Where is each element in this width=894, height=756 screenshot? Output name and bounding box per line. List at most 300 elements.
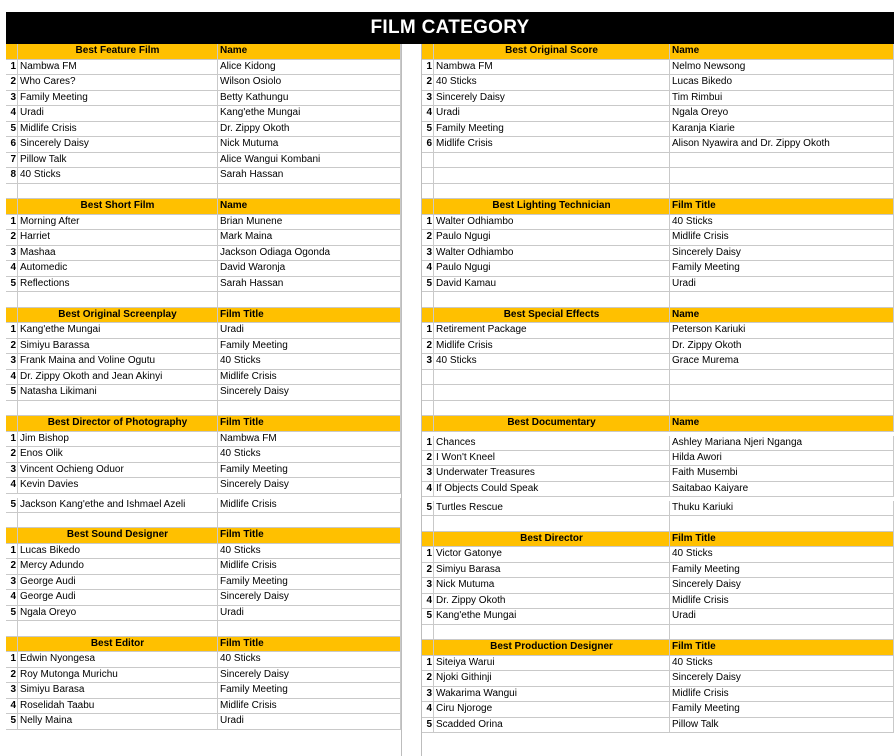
- rank-cell: [422, 153, 434, 168]
- entry-cell: Midlife Crisis: [18, 122, 218, 137]
- empty-cell: [670, 516, 894, 531]
- category-header: [6, 637, 401, 653]
- detail-cell: Midlife Crisis: [218, 498, 401, 512]
- rank-cell: 5: [6, 714, 18, 729]
- detail-cell: Uradi: [218, 714, 401, 729]
- table-row: [6, 683, 401, 699]
- detail-cell: Betty Kathungu: [218, 91, 401, 106]
- category-title: Best Original Score: [434, 44, 670, 59]
- table-row: [422, 656, 894, 672]
- header-blank-cell: [422, 532, 434, 547]
- header-blank-cell: [6, 528, 18, 543]
- rank-cell: 4: [6, 370, 18, 385]
- category-header: [422, 640, 894, 656]
- rank-cell: 1: [6, 432, 18, 447]
- rank-cell: 4: [422, 261, 434, 276]
- detail-cell: Pillow Talk: [670, 718, 894, 733]
- table-row: [422, 75, 894, 91]
- spacer-row: [422, 401, 894, 417]
- table-row: [422, 466, 894, 482]
- rank-cell: 3: [6, 246, 18, 261]
- entry-cell: Siteiya Warui: [434, 656, 670, 671]
- table-row: [6, 137, 401, 153]
- empty-cell: [434, 401, 670, 416]
- empty-cell: [422, 516, 434, 531]
- rank-cell: 3: [6, 683, 18, 698]
- column-divider: [401, 44, 422, 756]
- empty-cell: [434, 292, 670, 307]
- detail-cell: Sincerely Daisy: [218, 668, 401, 683]
- detail-cell: [670, 168, 894, 183]
- column-header: Film Title: [218, 528, 401, 543]
- rank-cell: 4: [6, 699, 18, 714]
- entry-cell: Vincent Ochieng Oduor: [18, 463, 218, 478]
- detail-cell: Alice Kidong: [218, 60, 401, 75]
- rank-cell: 2: [422, 230, 434, 245]
- category-title: Best Special Effects: [434, 308, 670, 323]
- entry-cell: Kevin Davies: [18, 478, 218, 493]
- rank-cell: 3: [6, 575, 18, 590]
- table-row: [6, 447, 401, 463]
- table-row: [422, 91, 894, 107]
- table-row: [422, 106, 894, 122]
- detail-cell: [670, 370, 894, 385]
- rank-cell: 2: [6, 447, 18, 462]
- detail-cell: 40 Sticks: [670, 547, 894, 562]
- entry-cell: Mashaa: [18, 246, 218, 261]
- rank-cell: 2: [422, 671, 434, 686]
- detail-cell: Uradi: [670, 609, 894, 624]
- empty-cell: [18, 184, 218, 199]
- entry-cell: Wakarima Wangui: [434, 687, 670, 702]
- entry-cell: Who Cares?: [18, 75, 218, 90]
- table-row: [6, 106, 401, 122]
- rank-cell: 6: [6, 137, 18, 152]
- empty-cell: [670, 292, 894, 307]
- entry-cell: Simiyu Barasa: [434, 563, 670, 578]
- table-row: [422, 578, 894, 594]
- rank-cell: 5: [6, 122, 18, 137]
- entry-cell: Nambwa FM: [434, 60, 670, 75]
- entry-cell: [434, 385, 670, 400]
- table-row: [6, 385, 401, 401]
- rank-cell: 4: [6, 261, 18, 276]
- rank-cell: 1: [6, 652, 18, 667]
- spacer-row: [6, 292, 401, 308]
- rank-cell: 5: [422, 718, 434, 733]
- table-row: [422, 385, 894, 401]
- entry-cell: David Kamau: [434, 277, 670, 292]
- entry-cell: George Audi: [18, 590, 218, 605]
- entry-cell: Sincerely Daisy: [18, 137, 218, 152]
- column-header: Film Title: [670, 199, 894, 214]
- detail-cell: Midlife Crisis: [670, 230, 894, 245]
- empty-cell: [6, 401, 18, 416]
- column-header: Name: [670, 308, 894, 323]
- detail-cell: Sincerely Daisy: [218, 385, 401, 400]
- spacer-row: [422, 625, 894, 641]
- entry-cell: Sincerely Daisy: [434, 91, 670, 106]
- header-blank-cell: [6, 44, 18, 59]
- empty-cell: [218, 184, 401, 199]
- page-title: FILM CATEGORY: [6, 12, 894, 44]
- entry-cell: Nick Mutuma: [434, 578, 670, 593]
- entry-cell: Family Meeting: [434, 122, 670, 137]
- rank-cell: 1: [6, 323, 18, 338]
- rank-cell: 3: [422, 91, 434, 106]
- rank-cell: 1: [6, 544, 18, 559]
- entry-cell: Chances: [434, 436, 670, 450]
- category-title: Best Editor: [18, 637, 218, 652]
- entry-cell: [434, 153, 670, 168]
- rank-cell: 1: [422, 323, 434, 338]
- entry-cell: Midlife Crisis: [434, 137, 670, 152]
- table-row: [422, 215, 894, 231]
- category-header: [422, 532, 894, 548]
- column-header: Film Title: [218, 416, 401, 431]
- detail-cell: Peterson Kariuki: [670, 323, 894, 338]
- table-row: [6, 122, 401, 138]
- category-title: Best Director: [434, 532, 670, 547]
- rank-cell: 1: [422, 215, 434, 230]
- table-row: [422, 718, 894, 734]
- detail-cell: Wilson Osiolo: [218, 75, 401, 90]
- entry-cell: Harriet: [18, 230, 218, 245]
- rank-cell: 5: [6, 606, 18, 621]
- entry-cell: Roselidah Taabu: [18, 699, 218, 714]
- empty-cell: [18, 621, 218, 636]
- table-row: [6, 432, 401, 448]
- header-blank-cell: [422, 416, 434, 431]
- detail-cell: Midlife Crisis: [218, 370, 401, 385]
- entry-cell: Jackson Kang'ethe and Ishmael Azeli: [18, 498, 218, 512]
- table-row: [6, 606, 401, 622]
- entry-cell: Dr. Zippy Okoth: [434, 594, 670, 609]
- rank-cell: 2: [6, 339, 18, 354]
- entry-cell: Underwater Treasures: [434, 466, 670, 481]
- empty-cell: [422, 401, 434, 416]
- detail-cell: Tim Rimbui: [670, 91, 894, 106]
- entry-cell: Enos Olik: [18, 447, 218, 462]
- entry-cell: Walter Odhiambo: [434, 246, 670, 261]
- detail-cell: Mark Maina: [218, 230, 401, 245]
- detail-cell: Midlife Crisis: [670, 687, 894, 702]
- rank-cell: 1: [6, 60, 18, 75]
- table-row: [6, 699, 401, 715]
- column-header: Film Title: [670, 640, 894, 655]
- entry-cell: Simiyu Barasa: [18, 683, 218, 698]
- entry-cell: Reflections: [18, 277, 218, 292]
- spacer-row: [422, 184, 894, 200]
- table-row: [422, 482, 894, 498]
- entry-cell: Paulo Ngugi: [434, 261, 670, 276]
- entry-cell: Walter Odhiambo: [434, 215, 670, 230]
- category-header: [6, 528, 401, 544]
- table-row: [6, 75, 401, 91]
- entry-cell: Retirement Package: [434, 323, 670, 338]
- table-row: [422, 168, 894, 184]
- detail-cell: Faith Musembi: [670, 466, 894, 481]
- empty-cell: [218, 401, 401, 416]
- category-title: Best Original Screenplay: [18, 308, 218, 323]
- detail-cell: 40 Sticks: [670, 215, 894, 230]
- category-header: [6, 44, 401, 60]
- rank-cell: 5: [6, 498, 18, 512]
- rank-cell: 4: [6, 590, 18, 605]
- table-row: [6, 323, 401, 339]
- table-row: [6, 478, 401, 494]
- rank-cell: 3: [422, 246, 434, 261]
- table-row: [6, 261, 401, 277]
- rank-cell: 4: [422, 702, 434, 717]
- entry-cell: Scadded Orina: [434, 718, 670, 733]
- header-blank-cell: [6, 199, 18, 214]
- empty-cell: [218, 621, 401, 636]
- table-row: [422, 702, 894, 718]
- rank-cell: [422, 385, 434, 400]
- header-blank-cell: [6, 416, 18, 431]
- detail-cell: Family Meeting: [218, 463, 401, 478]
- entry-cell: Victor Gatonye: [434, 547, 670, 562]
- detail-cell: Sincerely Daisy: [670, 671, 894, 686]
- rank-cell: 2: [422, 75, 434, 90]
- rank-cell: 2: [422, 563, 434, 578]
- table-row: [6, 668, 401, 684]
- entry-cell: 40 Sticks: [18, 168, 218, 183]
- table-row: [422, 246, 894, 262]
- table-row: [6, 559, 401, 575]
- entry-cell: Natasha Likimani: [18, 385, 218, 400]
- rank-cell: 1: [422, 656, 434, 671]
- entry-cell: Midlife Crisis: [434, 339, 670, 354]
- rank-cell: 3: [422, 687, 434, 702]
- entry-cell: Uradi: [434, 106, 670, 121]
- spacer-row: [6, 401, 401, 417]
- empty-cell: [6, 292, 18, 307]
- rank-cell: 4: [6, 106, 18, 121]
- rank-cell: 5: [6, 277, 18, 292]
- category-title: Best Short Film: [18, 199, 218, 214]
- detail-cell: Nick Mutuma: [218, 137, 401, 152]
- table-row: [422, 594, 894, 610]
- detail-cell: Uradi: [670, 277, 894, 292]
- entry-cell: Frank Maina and Voline Ogutu: [18, 354, 218, 369]
- rank-cell: 8: [6, 168, 18, 183]
- empty-cell: [18, 401, 218, 416]
- detail-cell: Nambwa FM: [218, 432, 401, 447]
- detail-cell: Uradi: [218, 606, 401, 621]
- entry-cell: Dr. Zippy Okoth and Jean Akinyi: [18, 370, 218, 385]
- table-row: [422, 609, 894, 625]
- table-row: [6, 354, 401, 370]
- table-row: [6, 215, 401, 231]
- rank-cell: 3: [422, 466, 434, 481]
- header-blank-cell: [422, 199, 434, 214]
- entry-cell: Nambwa FM: [18, 60, 218, 75]
- entry-cell: Roy Mutonga Murichu: [18, 668, 218, 683]
- detail-cell: Brian Munene: [218, 215, 401, 230]
- empty-cell: [670, 401, 894, 416]
- table-row: [422, 153, 894, 169]
- empty-cell: [434, 516, 670, 531]
- table-row: [422, 137, 894, 153]
- table-row: [6, 575, 401, 591]
- empty-cell: [434, 625, 670, 640]
- spacer-row: [6, 513, 401, 529]
- entry-cell: Family Meeting: [18, 91, 218, 106]
- category-header: [422, 199, 894, 215]
- table-row: [422, 687, 894, 703]
- entry-cell: Morning After: [18, 215, 218, 230]
- entry-cell: Edwin Nyongesa: [18, 652, 218, 667]
- rank-cell: 2: [6, 668, 18, 683]
- detail-cell: David Waronja: [218, 261, 401, 276]
- table-row: [422, 432, 894, 451]
- entry-cell: 40 Sticks: [434, 354, 670, 369]
- table-row: [422, 230, 894, 246]
- rank-cell: 6: [422, 137, 434, 152]
- empty-cell: [18, 292, 218, 307]
- rank-cell: 5: [422, 122, 434, 137]
- entry-cell: I Won't Kneel: [434, 451, 670, 466]
- column-header: Film Title: [218, 637, 401, 652]
- entry-cell: If Objects Could Speak: [434, 482, 670, 497]
- table-row: [422, 323, 894, 339]
- empty-cell: [6, 513, 18, 528]
- rank-cell: 2: [422, 339, 434, 354]
- empty-cell: [670, 625, 894, 640]
- table-row: [422, 563, 894, 579]
- rank-cell: 2: [6, 559, 18, 574]
- rank-cell: 7: [6, 153, 18, 168]
- rank-cell: 5: [422, 277, 434, 292]
- detail-cell: Midlife Crisis: [218, 559, 401, 574]
- rank-cell: 1: [6, 215, 18, 230]
- entry-cell: 40 Sticks: [434, 75, 670, 90]
- rank-cell: 3: [422, 354, 434, 369]
- table-row: [422, 370, 894, 386]
- column-header: Name: [670, 44, 894, 59]
- entry-cell: Uradi: [18, 106, 218, 121]
- entry-cell: Nelly Maina: [18, 714, 218, 729]
- detail-cell: Family Meeting: [218, 339, 401, 354]
- column-header: Film Title: [670, 532, 894, 547]
- category-header: [422, 44, 894, 60]
- entry-cell: [434, 168, 670, 183]
- detail-cell: Kang'ethe Mungai: [218, 106, 401, 121]
- table-row: [422, 339, 894, 355]
- entry-cell: Jim Bishop: [18, 432, 218, 447]
- table-row: [6, 494, 401, 513]
- detail-cell: Dr. Zippy Okoth: [218, 122, 401, 137]
- detail-cell: 40 Sticks: [218, 652, 401, 667]
- table-row: [6, 652, 401, 668]
- entry-cell: Automedic: [18, 261, 218, 276]
- detail-cell: Uradi: [218, 323, 401, 338]
- entry-cell: Kang'ethe Mungai: [18, 323, 218, 338]
- rank-cell: 4: [422, 482, 434, 497]
- rank-cell: 4: [422, 106, 434, 121]
- detail-cell: Family Meeting: [670, 563, 894, 578]
- entry-cell: Ngala Oreyo: [18, 606, 218, 621]
- detail-cell: Sarah Hassan: [218, 277, 401, 292]
- empty-cell: [422, 625, 434, 640]
- rank-cell: 1: [422, 60, 434, 75]
- detail-cell: Midlife Crisis: [218, 699, 401, 714]
- header-blank-cell: [422, 640, 434, 655]
- category-title: Best Lighting Technician: [434, 199, 670, 214]
- table-row: [422, 451, 894, 467]
- detail-cell: 40 Sticks: [670, 656, 894, 671]
- column-header: Name: [218, 44, 401, 59]
- table-row: [6, 168, 401, 184]
- detail-cell: Alison Nyawira and Dr. Zippy Okoth: [670, 137, 894, 152]
- rank-cell: 5: [422, 609, 434, 624]
- detail-cell: Family Meeting: [218, 575, 401, 590]
- header-blank-cell: [6, 637, 18, 652]
- detail-cell: Karanja Kiarie: [670, 122, 894, 137]
- rank-cell: 2: [422, 451, 434, 466]
- detail-cell: [670, 385, 894, 400]
- header-blank-cell: [422, 44, 434, 59]
- category-header: [422, 416, 894, 432]
- rank-cell: 1: [422, 547, 434, 562]
- detail-cell: Lucas Bikedo: [670, 75, 894, 90]
- entry-cell: Paulo Ngugi: [434, 230, 670, 245]
- table-row: [422, 354, 894, 370]
- empty-cell: [218, 513, 401, 528]
- detail-cell: Sarah Hassan: [218, 168, 401, 183]
- detail-cell: Midlife Crisis: [670, 594, 894, 609]
- table-row: [422, 547, 894, 563]
- category-title: Best Production Designer: [434, 640, 670, 655]
- empty-cell: [6, 621, 18, 636]
- header-blank-cell: [6, 308, 18, 323]
- empty-cell: [218, 292, 401, 307]
- detail-cell: Alice Wangui Kombani: [218, 153, 401, 168]
- spacer-row: [422, 516, 894, 532]
- detail-cell: Sincerely Daisy: [670, 246, 894, 261]
- table-row: [6, 544, 401, 560]
- table-row: [6, 714, 401, 730]
- empty-cell: [18, 513, 218, 528]
- table-row: [6, 153, 401, 169]
- detail-cell: 40 Sticks: [218, 354, 401, 369]
- empty-cell: [422, 184, 434, 199]
- table-row: [6, 370, 401, 386]
- detail-cell: Sincerely Daisy: [218, 478, 401, 493]
- rank-cell: 1: [422, 436, 434, 450]
- detail-cell: Ashley Mariana Njeri Nganga: [670, 436, 894, 450]
- detail-cell: Thuku Kariuki: [670, 501, 894, 515]
- category-title: Best Sound Designer: [18, 528, 218, 543]
- empty-cell: [670, 184, 894, 199]
- table-row: [422, 671, 894, 687]
- rank-cell: 2: [6, 75, 18, 90]
- table-row: [6, 339, 401, 355]
- category-header: [6, 199, 401, 215]
- entry-cell: Simiyu Barassa: [18, 339, 218, 354]
- entry-cell: [434, 370, 670, 385]
- detail-cell: Grace Murema: [670, 354, 894, 369]
- table-row: [6, 463, 401, 479]
- rank-cell: 3: [6, 463, 18, 478]
- spacer-row: [6, 621, 401, 637]
- table-row: [6, 246, 401, 262]
- detail-cell: Sincerely Daisy: [670, 578, 894, 593]
- detail-cell: Family Meeting: [670, 261, 894, 276]
- detail-cell: Jackson Odiaga Ogonda: [218, 246, 401, 261]
